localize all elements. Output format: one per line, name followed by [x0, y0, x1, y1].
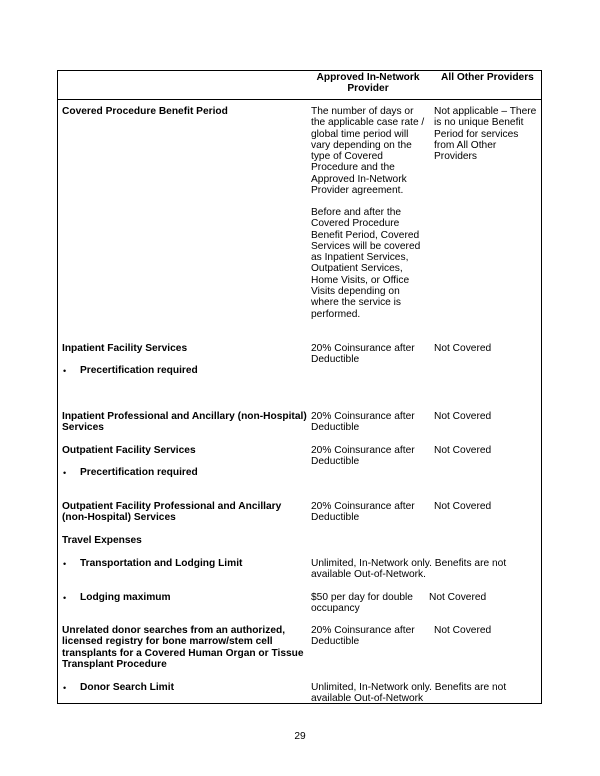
outpatient-professional-in-network: 20% Coinsurance after Deductible	[311, 501, 415, 524]
header-divider	[57, 99, 542, 100]
row-label-inpatient-facility: Inpatient Facility Services	[62, 343, 188, 354]
inpatient-facility-precert: Precertification required	[80, 365, 198, 376]
inpatient-facility-in-network: 20% Coinsurance after Deductible	[311, 343, 415, 366]
column-header-in-network: Approved In-Network Provider	[316, 72, 420, 95]
donor-search-limit-value: Unlimited, In-Network only. Benefits are not available Out-of-Network	[311, 682, 507, 705]
donor-search-limit-label: Donor Search Limit	[80, 682, 174, 693]
outpatient-facility-precert: Precertification required	[80, 467, 198, 478]
outpatient-facility-in-network: 20% Coinsurance after Deductible	[311, 445, 415, 468]
benefit-period-other-text: Not applicable – There is no unique Benefit Period for services from All Other Providers	[434, 106, 537, 163]
row-label-inpatient-professional: Inpatient Professional and Ancillary (non-Hospital) Services	[62, 411, 307, 434]
row-label-outpatient-facility: Outpatient Facility Services	[62, 445, 196, 456]
travel-transport-value: Unlimited, In-Network only. Benefits are not available Out-of-Network.	[311, 558, 507, 581]
benefits-table	[57, 70, 542, 704]
benefit-period-in-network-note: Before and after the Covered Procedure Benefit Period, Covered Services will be covered as Inpatient Services, Outpatient Services, Home Visits, or Office Visits depending on where the service is performed.	[311, 207, 421, 320]
inpatient-professional-other: Not Covered	[434, 411, 492, 422]
travel-transport-label: Transportation and Lodging Limit	[80, 558, 243, 569]
outpatient-professional-other: Not Covered	[434, 501, 492, 512]
bullet-icon: •	[63, 468, 67, 478]
travel-lodging-other: Not Covered	[429, 592, 487, 603]
benefit-period-in-network-text: The number of days or the applicable case rate / global time period will vary depending on the type of Covered Procedure and the Approved In-Network Provider agreement.	[311, 106, 425, 197]
outpatient-facility-other: Not Covered	[434, 445, 492, 456]
row-label-travel-expenses: Travel Expenses	[62, 535, 142, 546]
row-label-donor-search: Unrelated donor searches from an authorized, licensed registry for bone marrow/stem cell transplants for a Covered Human Organ or Tissue Transplant Procedure	[62, 625, 304, 670]
inpatient-facility-other: Not Covered	[434, 343, 492, 354]
bullet-icon: •	[63, 593, 67, 603]
bullet-icon: •	[63, 683, 67, 693]
bullet-icon: •	[63, 559, 67, 569]
row-label-benefit-period: Covered Procedure Benefit Period	[62, 106, 228, 117]
donor-search-other: Not Covered	[434, 625, 492, 636]
bullet-icon: •	[63, 366, 67, 376]
column-header-other-providers: All Other Providers	[441, 72, 534, 83]
donor-search-in-network: 20% Coinsurance after Deductible	[311, 625, 415, 648]
travel-lodging-label: Lodging maximum	[80, 592, 171, 603]
inpatient-professional-in-network: 20% Coinsurance after Deductible	[311, 411, 415, 434]
travel-lodging-in-network: $50 per day for double occupancy	[311, 592, 413, 615]
page-number: 29	[294, 731, 306, 742]
row-label-outpatient-professional: Outpatient Facility Professional and Ancillary (non-Hospital) Services	[62, 501, 282, 524]
